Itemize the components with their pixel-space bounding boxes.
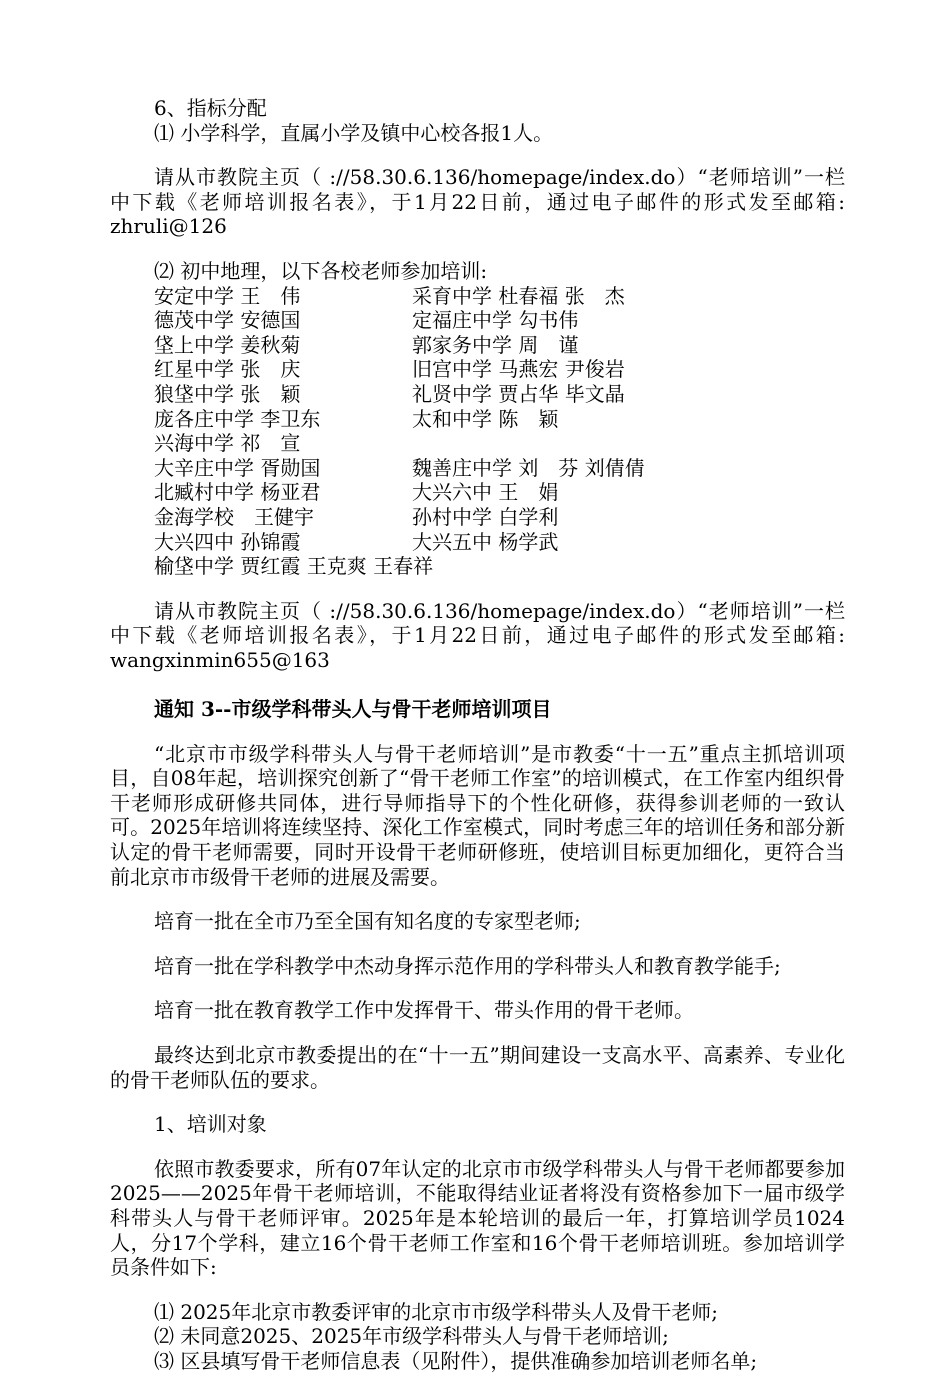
school-row xyxy=(110,333,845,358)
school-row xyxy=(110,431,845,456)
notice3-intro: “北京市市级学科带头人与骨干老师培训”是市教委“十一五”重点主抓培训项目，自08年起，培训探究创新了“骨干老师工作室”的培训模式，在工作室内组织骨干老师形成研修共同体，进行导师指导下的个性化研修，获得参训老师的一致认可。2025年培训将连续坚持、深化工作室模式，同时考虑三年的培训任务和部分新认定的骨干老师需要，同时开设骨干老师研修班，使培训目标更加细化，更符合当前北京市市级骨干老师的进展及需要。 xyxy=(110,741,845,889)
section6-para2: 请从市教院主页（ ://58.30.6.136/homepage/index.do）“老师培训”一栏中下载《老师培训报名表》，于1月22日前，通过电子邮件的形式发至邮箱: wangxinmin655@163 xyxy=(110,598,845,672)
school-entry: 金海学校 王健宇 xyxy=(154,504,314,529)
school-entry: 大兴五中 杨学武 xyxy=(412,529,559,554)
school-entry: 孙村中学 白学利 xyxy=(412,504,559,529)
school-entry: 魏善庄中学 刘 芬 刘倩倩 xyxy=(412,455,645,480)
school-entry: 狼垡中学 张 颖 xyxy=(154,381,301,406)
notice3-sub1-title: 1、培训对象 xyxy=(154,1112,267,1137)
section6-para1: 请从市教院主页（ ://58.30.6.136/homepage/index.do）“老师培训”一栏中下载《老师培训报名表》，于1月22日前，通过电子邮件的形式发至邮箱: zhruli@126 xyxy=(110,165,845,239)
school-entry: 采育中学 杜春福 张 杰 xyxy=(412,283,625,308)
school-entry: 定福庄中学 勾书伟 xyxy=(412,308,579,333)
notice3-goal3: 培育一批在教育教学工作中发挥骨干、带头作用的骨干老师。 xyxy=(154,998,694,1023)
notice3-goal4: 最终达到北京市教委提出的在“十一五”期间建设一支高水平、高素养、专业化的骨干老师队伍的要求。 xyxy=(110,1043,845,1092)
section6-item2: ⑵ 初中地理，以下各校老师参加培训: xyxy=(154,258,488,283)
notice3-cond1: ⑴ 2025年北京市教委评审的北京市市级学科带头人及骨干老师; xyxy=(154,1299,718,1324)
school-entry: 榆垡中学 贾红霞 王克爽 王春祥 xyxy=(154,554,434,579)
school-entry: 郭家务中学 周 谨 xyxy=(412,332,579,357)
school-row xyxy=(110,505,845,530)
school-entry: 德茂中学 安德国 xyxy=(154,308,301,333)
school-entry: 安定中学 王 伟 xyxy=(154,283,301,308)
school-entry: 庞各庄中学 李卫东 xyxy=(154,406,321,431)
school-row xyxy=(110,456,845,481)
notice3-cond3: ⑶ 区县填写骨干老师信息表（见附件），提供准确参加培训老师名单; xyxy=(154,1348,758,1373)
school-list xyxy=(110,284,845,579)
school-entry: 旧宫中学 马燕宏 尹俊岩 xyxy=(412,357,625,382)
school-entry: 兴海中学 祁 宣 xyxy=(154,431,301,456)
school-row xyxy=(110,284,845,309)
notice3-sub1-para: 依照市教委要求，所有07年认定的北京市市级学科带头人与骨干老师都要参加2025——2025年骨干老师培训，不能取得结业证者将没有资格参加下一届市级学科带头人与骨干老师评审。2025年是本轮培训的最后一年，打算培训学员1024人，分17个学科，建立16个骨干老师工作室和16个骨干老师培训班。参加培训学员条件如下: xyxy=(110,1156,845,1280)
school-row xyxy=(110,530,845,555)
section6-item1: ⑴ 小学科学，直属小学及镇中心校各报1人。 xyxy=(154,120,554,145)
notice3-goal2: 培育一批在学科教学中杰动身挥示范作用的学科带头人和教育教学能手; xyxy=(154,953,781,978)
school-row xyxy=(110,554,845,579)
school-entry: 大兴四中 孙锦霞 xyxy=(154,529,301,554)
section6-title: 6、指标分配 xyxy=(154,96,267,120)
notice3-cond2: ⑵ 未同意2025、2025年市级学科带头人与骨干老师培训; xyxy=(154,1324,669,1349)
school-entry: 大辛庄中学 胥勋国 xyxy=(154,455,321,480)
school-row xyxy=(110,382,845,407)
school-entry: 垡上中学 姜秋菊 xyxy=(154,332,301,357)
school-entry: 礼贤中学 贾占华 毕文晶 xyxy=(412,381,625,406)
school-row xyxy=(110,480,845,505)
school-entry: 红星中学 张 庆 xyxy=(154,357,301,382)
document-page xyxy=(110,96,845,1374)
school-row xyxy=(110,308,845,333)
school-entry: 太和中学 陈 颖 xyxy=(412,406,559,431)
notice3-goal1: 培育一批在全市乃至全国有知名度的专家型老师; xyxy=(154,909,581,934)
school-entry: 大兴六中 王 娟 xyxy=(412,480,559,505)
school-row xyxy=(110,357,845,382)
notice3-heading: 通知 3--市级学科带头人与骨干老师培训项目 xyxy=(154,697,552,722)
school-row xyxy=(110,407,845,432)
school-entry: 北臧村中学 杨亚君 xyxy=(154,480,321,505)
